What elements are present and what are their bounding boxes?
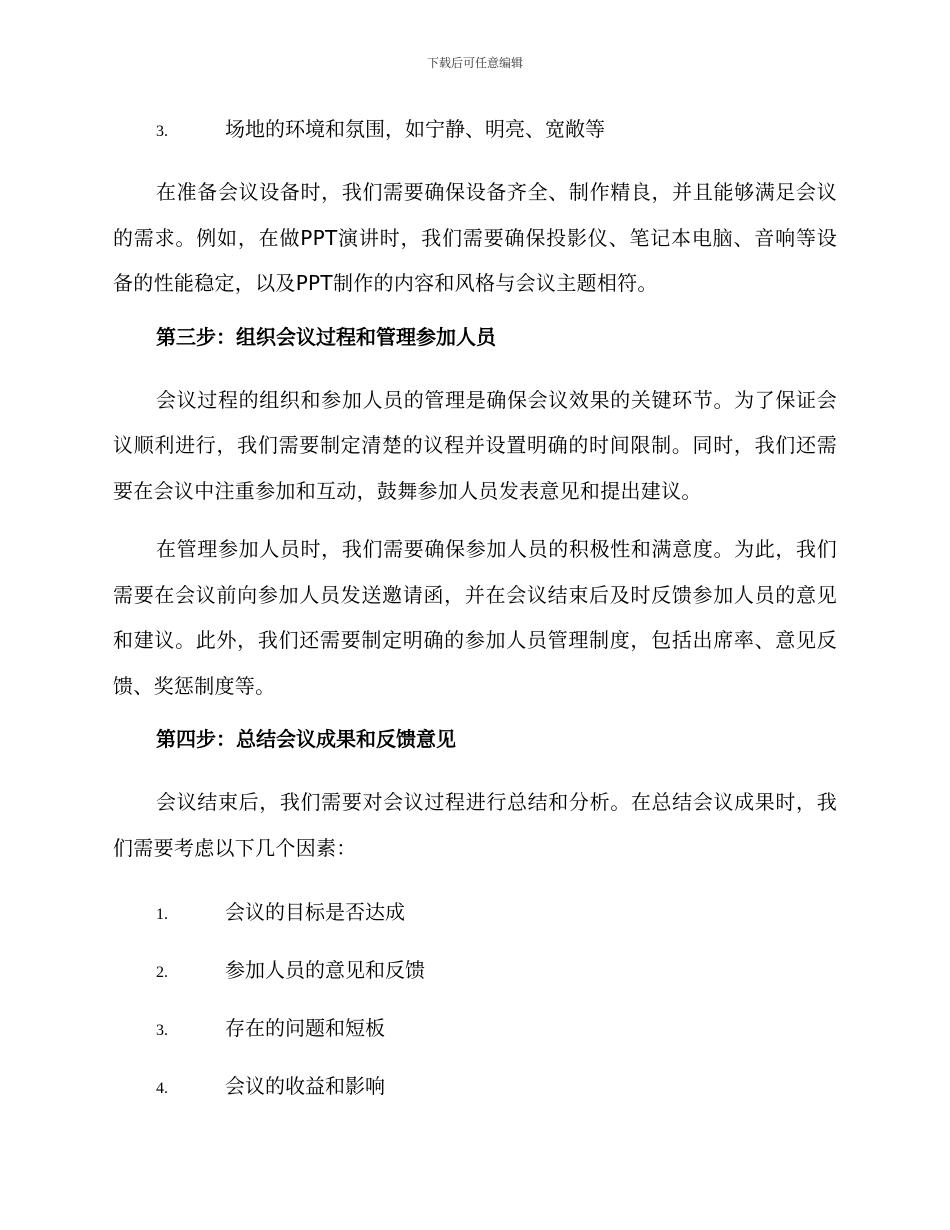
list-item-factor-4: [113, 1069, 837, 1103]
heading-step-three: 第三步：组织会议过程和管理参加人员: [156, 324, 496, 349]
list-text: 参加人员的意见和反馈: [225, 958, 425, 982]
paragraph-participant-management: 在管理参加人员时，我们需要确保参加人员的积极性和满意度。为此，我们需要在会议前向参加人员发送邀请函，并在会议结束后及时反馈参加人员的意见和建议。此外，我们还需要制定明确的参加人员管理制度，包括出席率、意见反馈、奖惩制度等。: [113, 537, 837, 698]
paragraph-meeting-process: 会议过程的组织和参加人员的管理是确保会议效果的关键环节。为了保证会议顺利进行，我们需要制定清楚的议程并设置明确的时间限制。同时，我们还需要在会议中注重参加和互动，鼓舞参加人员发表意见和提出建议。: [113, 387, 837, 503]
list-text: 存在的问题和短板: [225, 1016, 385, 1040]
list-item-factor-1: [113, 895, 837, 929]
list-number: 4.: [156, 1080, 168, 1097]
list-item-factor-3: [113, 1011, 837, 1045]
document-body: [113, 112, 837, 1127]
list-number: 3.: [156, 1022, 168, 1039]
list-item-venue-environment: [113, 112, 837, 146]
page-header: 下载后可任意编辑: [426, 56, 523, 70]
heading-step-four: 第四步：总结会议成果和反馈意见: [156, 727, 456, 751]
list-number: 3.: [156, 123, 168, 140]
list-text: 会议的收益和影响: [225, 1074, 385, 1098]
list-text: 场地的环境和氛围，如宁静、明亮、宽敞等: [225, 117, 605, 141]
list-number: 1.: [156, 906, 168, 923]
paragraph-equipment: 在准备会议设备时，我们需要确保设备齐全、制作精良，并且能够满足会议的需求。例如，在做PPT演讲时，我们需要确保投影仪、笔记本电脑、音响等设备的性能稳定，以及PPT制作的内容和风格与会议主题相符。: [113, 180, 837, 295]
list-item-factor-2: [113, 953, 837, 987]
paragraph-summary: 会议结束后，我们需要对会议过程进行总结和分析。在总结会议成果时，我们需要考虑以下几个因素：: [113, 790, 837, 860]
list-text: 会议的目标是否达成: [225, 900, 405, 924]
list-number: 2.: [156, 964, 168, 981]
